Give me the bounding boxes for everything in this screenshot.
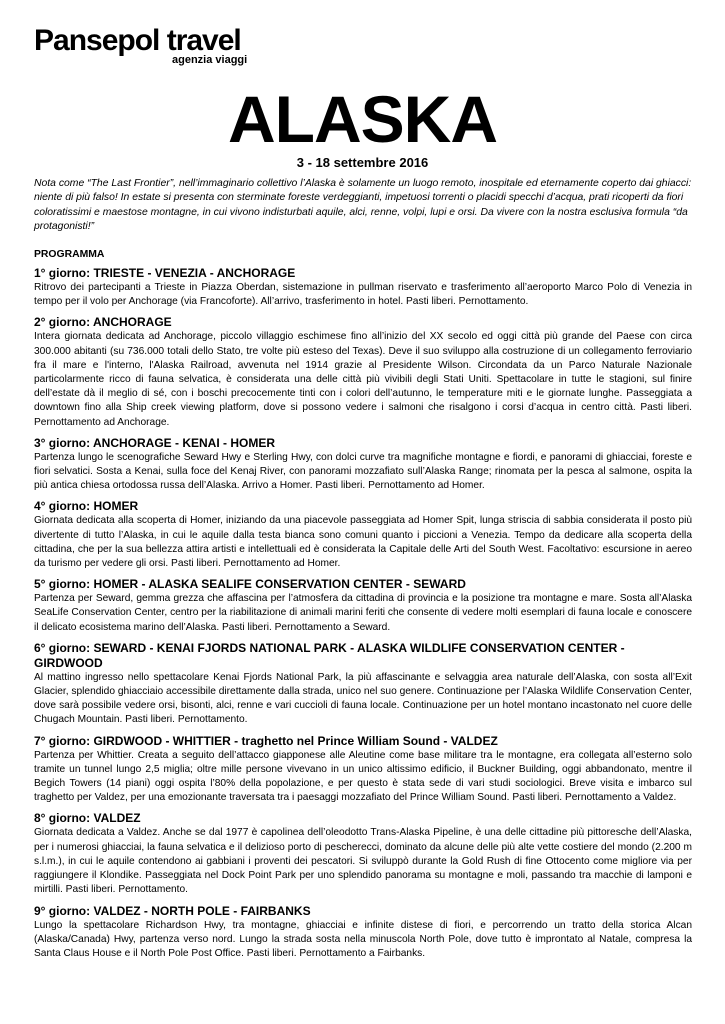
day-title: 5° giorno: HOMER - ALASKA SEALIFE CONSERVATION CENTER - SEWARD bbox=[34, 577, 466, 592]
program-heading: PROGRAMMA bbox=[34, 249, 105, 260]
day-description: Ritrovo dei partecipanti a Trieste in Piazza Oberdan, sistemazione in pullman riservato e trasferimento all’aeroporto Marco Polo di Venezia in tempo per il volo per Anchorage (via Francoforte). All’arrivo, trasferimento in hotel. Pasti liberi. Pernottamento. bbox=[34, 282, 692, 308]
day-title: 3° giorno: ANCHORAGE - KENAI - HOMER bbox=[34, 435, 276, 450]
day-title: 4° giorno: HOMER bbox=[34, 499, 139, 514]
day-description: Giornata dedicata alla scoperta di Homer, iniziando da una piacevole passeggiata ad Homer Spit, lunga striscia di sabbia considerata il posto più divertente di tutto l’Alaska, in cui le aquile dalla testa bianca sono comuni quanto i piccioni a Venezia. Tempo da dedicare alla scoperta della cittadina, che per la sua bellezza attira artisti e intellettuali ed è considerata la Capitale delle Arti del South West. Facoltativo: escursione in aereo da turismo per vedere gli orsi. Pasti liberi. Pernottamento ad Homer. bbox=[34, 515, 692, 570]
page-title: ALASKA bbox=[228, 82, 497, 156]
day-description: Partenza per Seward, gemma grezza che affascina per l’atmosfera da cittadina di provincia e la posizione tra montagne e mare. Sosta all’Alaska SeaLife Conservation Center, centro per la riabilitazione di animali marini feriti che consente di vedere molti esemplari di fauna locale e conoscere il delicato ecosistema marino dell’Alaska. Pasti liberi. Pernottamento a Seward. bbox=[34, 593, 692, 633]
trip-dates: 3 - 18 settembre 2016 bbox=[296, 155, 429, 170]
day-section bbox=[34, 499, 692, 571]
day-section bbox=[34, 811, 692, 897]
day-section bbox=[34, 436, 692, 494]
day-title: 2° giorno: ANCHORAGE bbox=[34, 315, 172, 330]
day-title: 9° giorno: VALDEZ - NORTH POLE - FAIRBANKS bbox=[34, 903, 311, 918]
day-section bbox=[34, 315, 692, 429]
day-section bbox=[34, 641, 692, 728]
day-description: Giornata dedicata a Valdez. Anche se dal 1977 è capolinea dell’oleodotto Trans-Alaska Pipeline, è una delle cittadine più pittoresche dell’Alaska, per i numerosi ghiacciai, la fauna selvatica e il delizioso porto di pescherecci, dominato da alcune delle più alte vette costiere del mondo (2.200 m s.l.m.), in cui le aquile contendono ai gabbiani i proventi dei pescatori. Si sviluppò durante la Gold Rush di fine Ottocento come migliore via per raggiungere il Klondike. Passeggiata nel Dock Point Park per uno splendido panorama su montagne e moli, passando tra macchie di lamponi e mirtilli. Pasti liberi. Pernottamento. bbox=[34, 827, 692, 896]
day-title: 7° giorno: GIRDWOOD - WHITTIER - traghetto nel Prince William Sound - VALDEZ bbox=[34, 733, 498, 748]
day-section bbox=[34, 734, 692, 806]
intro-paragraph: Nota come “The Last Frontier”, nell’immaginario collettivo l’Alaska è solamente un luogo remoto, inospitale ed eternamente coperto dai ghiacci: niente di più falso! In estate si presenta con sterminate foreste verdeggianti, impetuosi torrenti o placidi specchi d’acqua, prati ricoperti da fiori coloratissimi e maestose montagne, in cui vivono indisturbati aquile, alci, renne, volpi, lupi e orsi. Da vivere con la nostra esclusiva formula “da protagonisti!” bbox=[34, 178, 692, 233]
day-description: Al mattino ingresso nello spettacolare Kenai Fjords National Park, la più affascinante e selvaggia area naturale dell’Alaska, con sosta all’Exit Glacier, splendido ghiacciaio accessibile direttamente dalla strada, unico nel suo genere. Continuazione per l’Alaska Wildlife Conservation Center, dove sarà possibile vedere orsi, bisonti, alci, renne e vari cuccioli di fauna locale. Continuazione per un hotel montano incastonato nel cuore delle Chugach Mountain. Pasti liberi. Pernottamento. bbox=[34, 671, 692, 726]
day-description: Partenza lungo le scenografiche Seward Hwy e Sterling Hwy, con dolci curve tra magnifiche montagne e fiordi, e panorami di ghiacciai, foreste e fiori selvatici. Sosta a Kenai, sulla foce del Kenaj River, con panorami mozzafiato sull’Alaska Range; rinomata per la pesca al salmone, ospita la più antica chiesa ortodossa russa dell’Alaska. Arrivo a Homer. Pasti liberi. Pernottamento ad Homer. bbox=[34, 451, 692, 492]
day-title: 6° giorno: SEWARD - KENAI FJORDS NATIONAL PARK - ALASKA WILDLIFE CONSERVATION CENTER - GIRDWOOD bbox=[34, 640, 625, 670]
logo-name: Pansepol travel bbox=[34, 24, 241, 57]
day-title: 1° giorno: TRIESTE - VENEZIA - ANCHORAGE bbox=[34, 266, 296, 280]
itinerary bbox=[34, 266, 692, 967]
day-description: Intera giornata dedicata ad Anchorage, piccolo villaggio eschimese fino all’inizio del XX secolo ed oggi città più grande del Paese con circa 300.000 abitanti (su 736.000 totali dello Stato, tre volte più esteso del Texas). Deve il suo sviluppo alla costruzione di un collegamento ferroviario fra il mare e l'interno, l'Alaska Railroad, avvenuta nel 1914 grazie al Presidente Wilson. Circondata da un Parco Naturale Nazionale particolarmente ricco di fauna selvatica, è considerata una delle città più vivibili degli Stati Uniti. Spettacolare in tutte le stagioni, sul finire dell’estate dà il meglio di sé, con i boschi precocemente tinti con i colori dell’autunno, le temperature miti e le giornate lunghe. Passeggiata a downtown fino alla Ship creek viewing platform, dove si possono vedere i salmoni che risalgono i corsi d’acqua in centro città. Pasti liberi. Pernottamento ad Anchorage. bbox=[34, 331, 692, 428]
day-section bbox=[34, 266, 692, 309]
day-description: Partenza per Whittier. Creata a seguito dell’attacco giapponese alle Aleutine come base militare tra le montagne, era collegata all’esterno solo tramite un tunnel lungo 2,5 miglia; oltre mille persone vivevano in un unico altissimo edificio, il Buckner Building, oggi abbandonato, mentre il Begich Towers (14 piani) oggi ospita l’80% della popolazione, e per questo è stata sede di vari studi sociologici. Breve visita e imbarco sul traghetto per Valdez, per una emozionante traversata tra i paesaggi mozzafiato del Prince William Sound. Pasti liberi. Pernottamento a Valdez. bbox=[34, 749, 692, 804]
day-description: Lungo la spettacolare Richardson Hwy, tra montagne, ghiacciai e infinite distese di fiori, e percorrendo un tratto della storica Alcan (Alaska/Canada) Hwy, partenza verso nord. Lungo la strada sosta nella minuscola North Pole, dove tutto è improntato al Natale, compresa la Santa Claus House e il North Pole Post Office. Pasti liberi. Pernottamento a Fairbanks. bbox=[34, 919, 692, 959]
day-section bbox=[34, 904, 692, 962]
logo-tagline: agenzia viaggi bbox=[172, 54, 248, 66]
day-title: 8° giorno: VALDEZ bbox=[34, 811, 141, 826]
agency-logo bbox=[34, 24, 254, 74]
day-section bbox=[34, 577, 692, 635]
